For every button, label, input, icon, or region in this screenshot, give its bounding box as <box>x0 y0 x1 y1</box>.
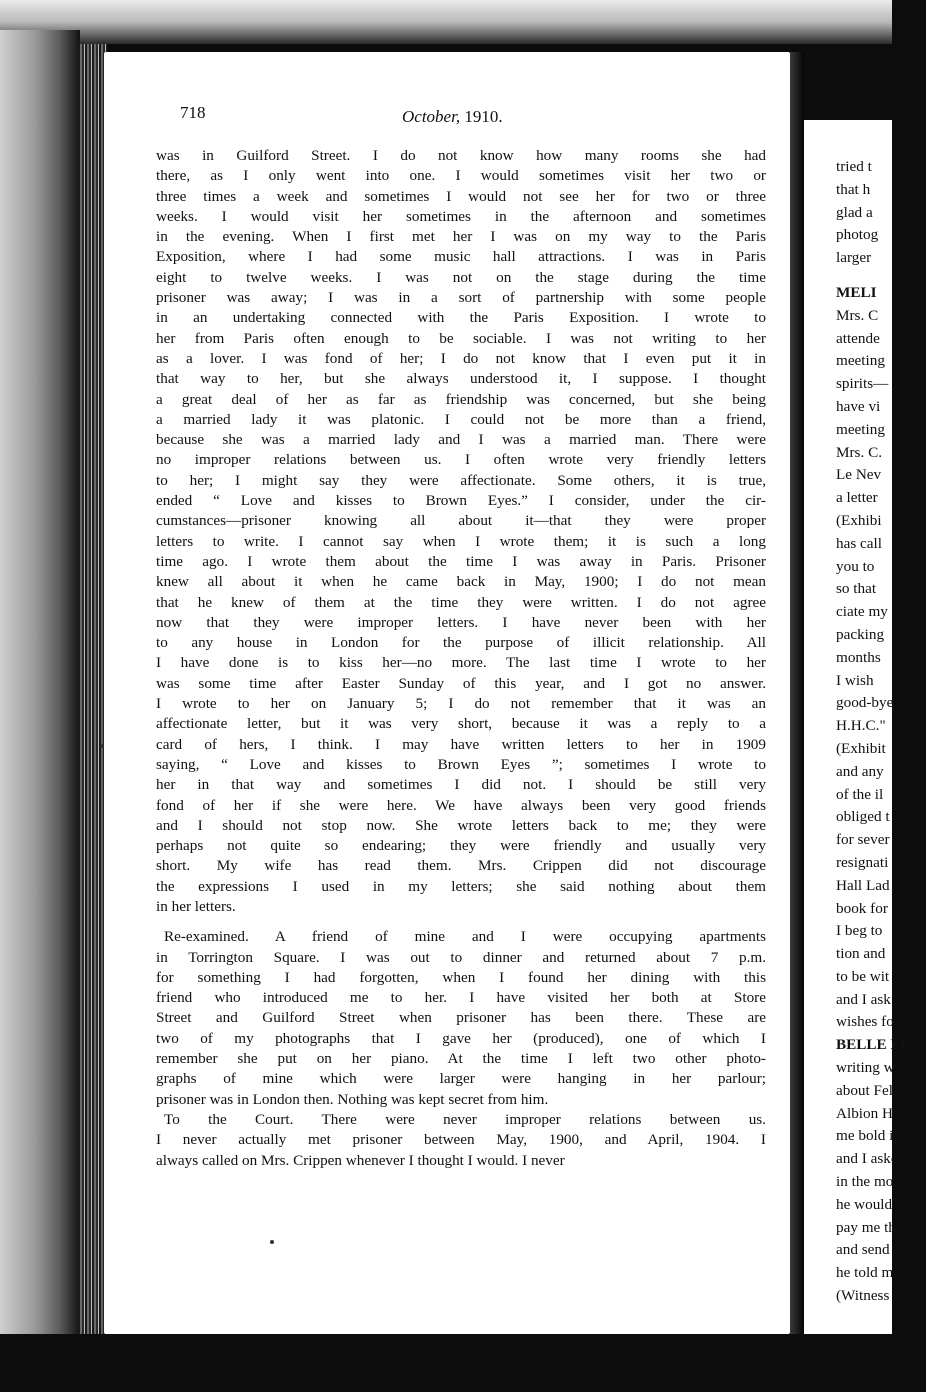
text-line: in an undertaking connected with the Paris Exposition. I wrote to <box>156 309 766 327</box>
facing-page-line: so that <box>836 580 877 598</box>
text-line: short. My wife has read them. Mrs. Crippen did not discourage <box>156 857 766 875</box>
text-line: her in that way and sometimes I did not. I should be still very <box>156 776 766 794</box>
text-line: To the Court. There were never improper relations between us. <box>164 1110 766 1128</box>
margin-speck <box>100 744 104 748</box>
scan-left-edge <box>0 30 80 1392</box>
facing-page-line: attende <box>836 329 880 347</box>
text-line: now that they were improper letters. I have never been with her <box>156 613 766 631</box>
text-line: as a lover. I was fond of her; I do not know that I even put it in <box>156 349 766 367</box>
text-line: there, as I only went into one. I would sometimes visit her two or <box>156 167 766 185</box>
facing-page-line: Hall Lad <box>836 876 890 894</box>
facing-page-line: of the il <box>836 785 884 803</box>
facing-page-line: photog <box>836 226 879 244</box>
facing-page-line: (Exhibi <box>836 511 882 529</box>
text-line: was in Guilford Street. I do not know how many rooms she had <box>156 147 766 164</box>
facing-page-line: glad a <box>836 203 873 221</box>
text-line: Exposition, where I had some music hall attractions. I was in Paris <box>156 248 766 266</box>
text-line: always called on Mrs. Crippen whenever I thought I would. I never <box>156 1151 565 1169</box>
page-gutter <box>790 52 804 1352</box>
running-head-year: 1910. <box>464 107 503 126</box>
text-line: two of my photographs that I gave her (produced), one of which I <box>156 1029 766 1047</box>
facing-page-line: good-bye <box>836 694 894 712</box>
main-text-column <box>116 146 766 1171</box>
text-line: knew all about it when he came back in May, 1900; I do not mean <box>156 573 766 591</box>
facing-page-line: and any <box>836 762 884 780</box>
scan-bottom-margin <box>0 1334 892 1392</box>
facing-page-text <box>836 156 926 1308</box>
facing-page-line: tion and <box>836 945 886 963</box>
facing-page-line: packing <box>836 625 885 643</box>
facing-page-line: meeting <box>836 420 885 438</box>
facing-page-line: tried t <box>836 158 872 175</box>
facing-page-line: pay me th <box>836 1218 896 1236</box>
text-line: a married lady it was platonic. I could not be more than a friend, <box>156 410 766 428</box>
text-line: graphs of mine which were larger were hanging in her parlour; <box>156 1070 766 1088</box>
text-line: cumstances—prisoner knowing all about it—that they were proper <box>156 512 766 530</box>
text-line: in her letters. <box>156 897 236 915</box>
facing-page-line: Mrs. C <box>836 306 879 324</box>
running-head-month: October, <box>402 107 461 126</box>
paragraph-to-the-court <box>116 1110 766 1171</box>
text-line: prisoner was in London then. Nothing was kept secret from him. <box>156 1090 549 1108</box>
facing-page-line: resignati <box>836 853 889 871</box>
facing-page-line: to be wit <box>836 967 890 985</box>
text-line: I never actually met prisoner between May, 1900, and April, 1904. I <box>156 1131 766 1149</box>
text-line: her from Paris often enough to be sociable. I was not writing to her <box>156 329 766 347</box>
facing-page-line: Le Nev <box>836 466 882 484</box>
facing-page-line: I beg to <box>836 922 883 940</box>
scan-top-margin <box>0 0 892 44</box>
text-line: no improper relations between us. I often wrote very friendly letters <box>156 451 766 469</box>
text-line: ended “ Love and kisses to Brown Eyes.” I consider, under the cir- <box>156 492 766 510</box>
text-line: affectionate letter, but it was very short, because it was a reply to a <box>156 715 766 733</box>
text-line: to any house in London for the purpose of illicit relationship. All <box>156 634 766 652</box>
facing-page-line: H.H.C." <box>836 717 886 735</box>
text-line: Street and Guilford Street when prisoner has been there. These are <box>156 1009 766 1027</box>
text-line: to her; I might say they were affectionate. Some others, it is true, <box>156 471 766 489</box>
text-line: that he knew of them at the time they were written. I do not agree <box>156 593 766 611</box>
text-line: three times a week and sometimes I would not see her for two or three <box>156 187 766 205</box>
paragraph-re-examined <box>116 927 766 1110</box>
facing-page-line: larger <box>836 249 872 267</box>
facing-page-line: me bold i <box>836 1127 894 1145</box>
facing-page-line: that h <box>836 180 871 198</box>
text-line: friend who introduced me to her. I have visited her both at Store <box>156 989 766 1007</box>
running-head <box>402 107 503 127</box>
facing-page-line: book for <box>836 899 888 917</box>
facing-page-line: about Fel <box>836 1081 893 1099</box>
facing-page-line: (Exhibit <box>836 739 886 757</box>
facing-page-line: months <box>836 648 881 666</box>
facing-page-line: and I ask <box>836 990 891 1008</box>
text-line: I wrote to her on January 5; I do not remember that it was an <box>156 695 766 713</box>
text-line: prisoner was away; I was in a sort of partnership with some people <box>156 289 766 307</box>
facing-page-line <box>836 270 926 282</box>
text-line: I have done is to kiss her—no more. The last time I wrote to her <box>156 654 766 672</box>
facing-page-line: spirits— <box>836 375 889 393</box>
facing-page-line: wishes fo <box>836 1013 894 1031</box>
text-line: that way to her, but she always understood it, I suppose. I thought <box>156 370 766 388</box>
text-line: a great deal of her as far as friendship was concerned, but she being <box>156 390 766 408</box>
facing-page-line: a letter <box>836 489 878 507</box>
paragraph-cross-examination <box>116 146 766 917</box>
facing-page-line: he told me <box>836 1264 901 1282</box>
text-line: in the evening. When I first met her I was on my way to the Paris <box>156 228 766 246</box>
text-line: perhaps not quite so endearing; they were friendly and usually very <box>156 837 766 855</box>
text-line: remember she put on her piano. At the time I left two other photo- <box>156 1050 766 1068</box>
facing-page-line: obliged t <box>836 808 890 826</box>
facing-page-line: and send o <box>836 1241 901 1259</box>
text-line: saying, “ Love and kisses to Brown Eyes ”; sometimes I wrote to <box>156 755 766 773</box>
facing-page-line: you to <box>836 557 875 575</box>
facing-page-line: Albion H <box>836 1104 893 1122</box>
facing-page-line: meeting <box>836 352 885 370</box>
facing-page-line: Mrs. C. <box>836 443 882 461</box>
text-line: was some time after Easter Sunday of this year, and I got no answer. <box>156 674 766 692</box>
facing-page-line: I wish <box>836 671 874 689</box>
text-line: because she was a married lady and I was a married man. There were <box>156 431 766 449</box>
text-line: the expressions I used in my letters; she said nothing about them <box>156 877 766 895</box>
facing-page-line: BELLE EL <box>836 1036 911 1054</box>
page-number: 718 <box>180 103 206 122</box>
page-speck <box>270 1240 274 1244</box>
text-line: letters to write. I cannot say when I wrote them; it is such a long <box>156 532 766 550</box>
facing-page-line: ciate my <box>836 603 888 621</box>
facing-page-line: he would <box>836 1195 893 1213</box>
facing-page-line: and I aske <box>836 1150 898 1168</box>
facing-page-line: writing w <box>836 1059 895 1077</box>
text-line: time ago. I wrote them about the time I was away in Paris. Prisoner <box>156 552 766 570</box>
text-line: weeks. I would visit her sometimes in the afternoon and sometimes <box>156 207 766 225</box>
facing-page-line: have vi <box>836 397 881 415</box>
text-line: eight to twelve weeks. I was not on the stage during the time <box>156 268 766 286</box>
text-line: Re-examined. A friend of mine and I were occupying apartments <box>164 928 766 946</box>
text-line: and I should not stop now. She wrote letters back to me; they were <box>156 816 766 834</box>
text-line: card of hers, I think. I may have written letters to her in 1909 <box>156 735 766 753</box>
facing-page-line: for sever <box>836 831 890 849</box>
text-line: for something I had forgotten, when I found her dining with this <box>156 968 766 986</box>
facing-page-line: MELI <box>836 283 877 301</box>
facing-page-line: has call <box>836 534 882 552</box>
text-line: in Torrington Square. I was out to dinner and returned about 7 p.m. <box>156 948 766 966</box>
text-line: fond of her if she were here. We have always been very good friends <box>156 796 766 814</box>
facing-page-line: (Witness i <box>836 1287 898 1305</box>
facing-page-line: in the mo <box>836 1173 894 1191</box>
